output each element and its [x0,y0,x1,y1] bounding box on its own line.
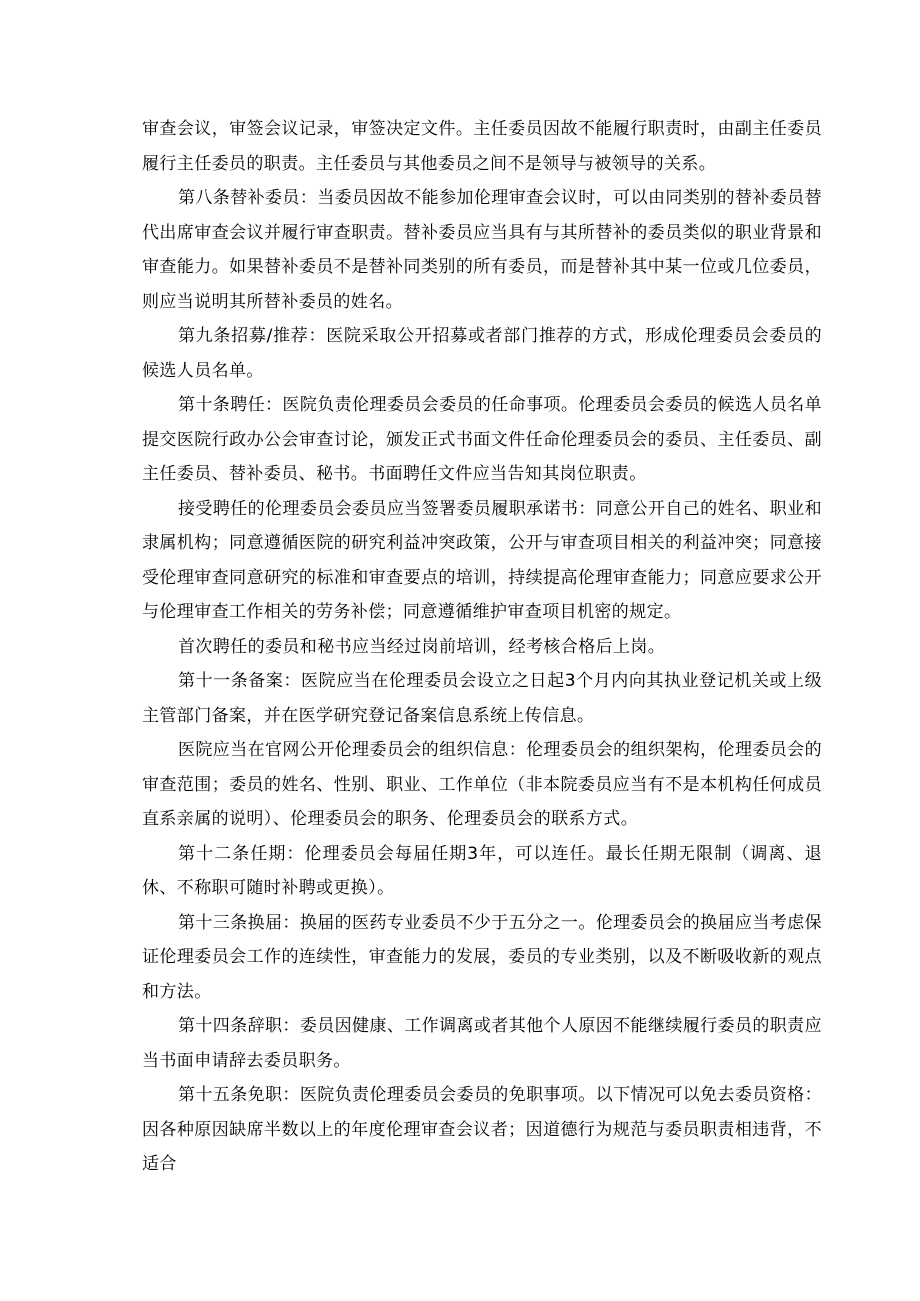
paragraph-training: 首次聘任的委员和秘书应当经过岗前培训，经考核合格后上岗。 [178,636,666,657]
paragraph-article-15: 第十五条免职：医院负责伦理委员会委员的免职事项。以下情况可以免去委员资格：因各种原因缺席半数以上的年度伦理审查会议者；因道德行为规范与委员职责相违背，不适合 [142,1085,822,1174]
paragraph-article-14: 第十四条辞职：委员因健康、工作调离或者其他个人原因不能继续履行委员的职责应当书面申请辞去委员职务。 [142,1016,822,1071]
paragraph-continuation: 审查会议，审签会议记录，审签决定文件。主任委员因故不能履行职责时，由副主任委员履行主任委员的职责。主任委员与其他委员之间不是领导与被领导的关系。 [142,119,822,174]
paragraph-article-8: 第八条替补委员：当委员因故不能参加伦理审查会议时，可以由同类别的替补委员替代出席审查会议并履行审查职责。替补委员应当具有与其所替补的委员类似的职业背景和审查能力。如果替补委员不是替补同类别的所有委员，而是替补其中某一位或几位委员，则应当说明其所替补委员的姓名。 [142,188,822,312]
paragraph-article-11: 第十一条备案：医院应当在伦理委员会设立之日起3个月内向其执业登记机关或上级主管部门备案，并在医学研究登记备案信息系统上传信息。 [142,671,822,726]
paragraph-article-12: 第十二条任期：伦理委员会每届任期3年，可以连任。最长任期无限制（调离、退休、不称职可随时补聘或更换）。 [142,843,822,898]
paragraph-article-10: 第十条聘任：医院负责伦理委员会委员的任命事项。伦理委员会委员的候选人员名单提交医院行政办公会审查讨论，颁发正式书面文件任命伦理委员会的委员、主任委员、副主任委员、替补委员、秘书。书面聘任文件应当告知其岗位职责。 [142,395,822,484]
paragraph-disclosure: 医院应当在官网公开伦理委员会的组织信息：伦理委员会的组织架构，伦理委员会的审查范围；委员的姓名、性别、职业、工作单位（非本院委员应当有不是本机构任何成员直系亲属的说明）、伦理委员会的职务、伦理委员会的联系方式。 [142,740,822,829]
paragraph-commitment: 接受聘任的伦理委员会委员应当签署委员履职承诺书：同意公开自己的姓名、职业和隶属机构；同意遵循医院的研究利益冲突政策，公开与审查项目相关的利益冲突；同意接受伦理审查同意研究的标准和审查要点的培训，持续提高伦理审查能力；同意应要求公开与伦理审查工作相关的劳务补偿；同意遵循维护审查项目机密的规定。 [142,498,822,622]
document-body [142,112,822,1182]
paragraph-article-13: 第十三条换届：换届的医药专业委员不少于五分之一。伦理委员会的换届应当考虑保证伦理委员会工作的连续性，审查能力的发展，委员的专业类别，以及不断吸收新的观点和方法。 [142,912,822,1002]
paragraph-article-9: 第九条招募/推荐：医院采取公开招募或者部门推荐的方式，形成伦理委员会委员的候选人员名单。 [142,326,822,381]
